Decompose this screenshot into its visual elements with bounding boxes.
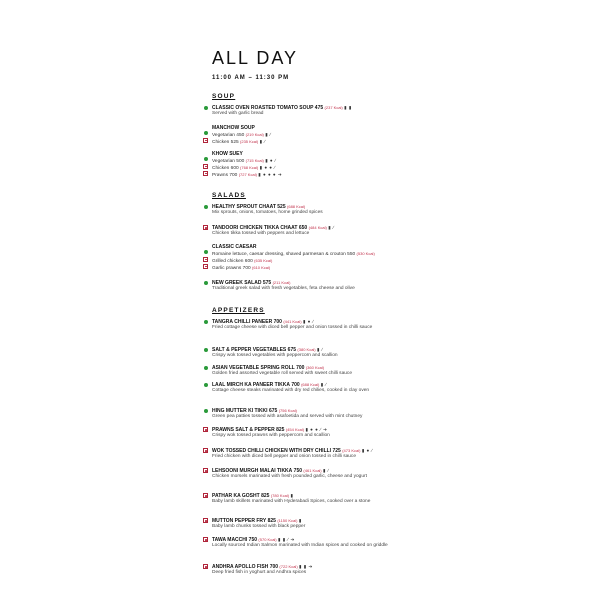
item-price: 700 (269, 564, 279, 570)
item-name: PATHAR KA GOSHT (212, 493, 260, 499)
section-heading: SALADS (212, 192, 246, 199)
variant-kcal: (635 Kcal) (254, 257, 273, 263)
veg-mark-icon (204, 131, 208, 135)
dietary-icons: ▮ ▮ (344, 105, 352, 110)
item-price: 750 (248, 537, 258, 543)
veg-mark-icon (204, 409, 208, 413)
item-description: Crispy wok tossed prawns with peppercorn and scallion (212, 433, 330, 438)
item-description: Baby lamb chunks tossed with black pepper (212, 524, 306, 529)
nonveg-mark-icon (203, 427, 208, 432)
item-price: 825 (267, 518, 276, 524)
variant-label: Romaine lettuce, caesar dressing, shaved parmesan & crouton 550 (212, 252, 356, 257)
item-variant (203, 250, 421, 256)
section-heading: SOUP (212, 93, 236, 100)
item-name: CLASSIC CAESAR (212, 244, 257, 250)
item-name: HEALTHY SPROUT CHAAT (212, 204, 276, 210)
item-name: PRAWNS SALT & PEPPER (212, 427, 275, 433)
item-kcal: (473 Kcal) (342, 448, 361, 453)
dietary-icons: ▮ ∕ (323, 468, 330, 473)
variant-kcal: (727 Kcal) (238, 171, 257, 177)
dietary-icons: ▮ ● ∕ (361, 448, 373, 453)
item-kcal: (688 Kcal) (301, 382, 320, 387)
item-variant (203, 171, 421, 177)
item-price: 700 (296, 365, 305, 371)
dietary-icons: ▮ ▮ ➔ (299, 564, 313, 569)
item-variant (203, 157, 421, 163)
veg-mark-icon (204, 250, 208, 254)
variant-label: Garlic prawns 700 (212, 265, 251, 271)
menu-page (203, 0, 423, 600)
nonveg-mark-icon (203, 164, 208, 169)
nonveg-mark-icon (203, 468, 208, 473)
variant-label: Chicken 525 (212, 139, 239, 145)
dietary-icons: ▮ ● ∕ (302, 319, 314, 324)
item-price: 675 (268, 408, 278, 414)
item-price: 750 (293, 468, 303, 474)
variant-label: Prawns 700 (212, 172, 238, 178)
menu-title: ALL DAY (212, 48, 299, 68)
item-description: Chicken tikka tossed with peppers and lettuce (212, 231, 310, 236)
item-description: Fried cottage cheese with diced bell pepper and onion tossed in chilli sauce (212, 325, 373, 330)
item-description: Baby lamb skillets marinated with Hyderabadi Spices, cooked over a stone (212, 499, 371, 504)
item-price: 700 (273, 319, 282, 325)
nonveg-mark-icon (203, 564, 208, 569)
variant-kcal: (715 Kcal) (245, 158, 264, 163)
item-description: Golden fried assorted vegetable roll served with sweet chilli sauce (212, 371, 352, 376)
item-description: Green pea patties tossed with asafoetida and served with mint chutney (212, 414, 363, 419)
dietary-icons: ▮ ∕ (259, 138, 266, 144)
item-name: MANCHOW SOUP (212, 125, 255, 131)
veg-mark-icon (204, 320, 208, 324)
item-kcal: (454 Kcal) (285, 427, 305, 432)
item-kcal: (1150 Kcal) (277, 518, 298, 523)
nonveg-mark-icon (203, 518, 208, 523)
item-kcal: (756 Kcal) (278, 408, 297, 413)
veg-mark-icon (204, 366, 208, 370)
item-price: 575 (262, 280, 272, 286)
nonveg-mark-icon (203, 257, 208, 262)
item-name: ASIAN VEGETABLE SPRING ROLL (212, 365, 295, 371)
section-heading: APPETIZERS (212, 307, 265, 314)
item-description: Mix sprouts, onions, tomatoes, home grinded spices (212, 210, 323, 215)
dietary-icons: ▮ ∕ (265, 132, 272, 137)
item-name: CLASSIC OVEN ROASTED TOMATO SOUP (212, 105, 314, 111)
dietary-icons: ▮ (298, 518, 302, 523)
item-description: Traditional greek salad with fresh vegetables, feta cheese and olive (212, 286, 355, 291)
item-description: Fried chicken with diced bell pepper and onion tossed in chilli sauce (212, 454, 356, 459)
item-kcal: (380 Kcal) (297, 347, 316, 352)
item-kcal: (441 Kcal) (283, 319, 302, 324)
variant-label: Vegetarian 500 (212, 159, 245, 164)
item-name: MUTTON PEPPER FRY (212, 518, 267, 524)
dietary-icons: ▮ ∕ (328, 225, 335, 230)
item-price: 725 (332, 448, 341, 454)
item-kcal: (688 Kcal) (287, 204, 306, 209)
variant-line (212, 264, 270, 273)
item-name: KHOW SUEY (212, 151, 243, 157)
variant-label: Grilled chicken 600 (212, 258, 253, 264)
dietary-icons: ▮ ∕ (320, 382, 327, 387)
item-price: 475 (314, 105, 324, 111)
item-price: 675 (287, 347, 297, 353)
item-variant (203, 131, 421, 137)
item-kcal: (780 Kcal) (270, 493, 290, 498)
nonveg-mark-icon (203, 171, 208, 176)
item-name: ANDHRA APOLLO FISH (212, 564, 269, 570)
item-kcal: (570 Kcal) (258, 537, 277, 542)
item-description: Served with garlic bread (212, 111, 264, 116)
nonveg-mark-icon (203, 493, 208, 498)
variant-line (212, 138, 266, 147)
dietary-icons: ▮ ∕ (317, 347, 324, 352)
item-price: 525 (277, 204, 286, 210)
dietary-icons: ▮ ● ● ∕ ➔ (305, 427, 328, 432)
item-price: 650 (298, 225, 308, 231)
dietary-icons: ▮ ● ∕ (265, 158, 277, 163)
veg-mark-icon (204, 348, 208, 352)
dietary-icons: ▮ ● ● ● ➔ (258, 171, 283, 177)
variant-line (212, 171, 282, 180)
item-kcal: (722 Kcal) (279, 564, 298, 569)
variant-kcal: (235 Kcal) (240, 138, 259, 144)
variant-kcal: (610 Kcal) (252, 264, 271, 270)
variant-kcal: (219 Kcal) (245, 132, 264, 137)
variant-kcal: (530 Kcal) (356, 251, 375, 256)
item-name: WOK TOSSED CHILLI CHICKEN WITH DRY CHILLI (212, 448, 332, 454)
veg-mark-icon (204, 157, 208, 161)
item-kcal: (461 Kcal) (303, 468, 322, 473)
item-name: NEW GREEK SALAD (212, 280, 262, 286)
nonveg-mark-icon (203, 537, 208, 542)
item-name: LEHSOONI MURGH MALAI TIKKA (212, 468, 293, 474)
item-name: TANDOORI CHICKEN TIKKA CHAAT (212, 225, 298, 231)
nonveg-mark-icon (203, 138, 208, 143)
menu-hours: 11:00 AM – 11:30 PM (212, 75, 290, 81)
item-kcal: (484 Kcal) (308, 225, 327, 230)
item-description: Chicken morsels marinated with fresh pounded garlic, cheese and yogurt (212, 474, 367, 479)
item-variant (203, 257, 421, 263)
item-kcal: (237 Kcal) (324, 105, 343, 110)
dietary-icons: ▮ (290, 493, 294, 498)
item-name: TAWA MACCHI (212, 537, 248, 543)
veg-mark-icon (204, 383, 208, 387)
item-variant (203, 138, 421, 144)
nonveg-mark-icon (203, 225, 208, 230)
item-description: Deep fried fish in yoghurt and Andhra spices (212, 570, 307, 575)
dietary-icons: ▮ ● ● ∕ (259, 164, 276, 170)
veg-mark-icon (204, 281, 208, 285)
variant-label: Vegetarian 450 (212, 133, 245, 138)
dietary-icons: ▮ ▮ ∕ ➔ (278, 537, 295, 542)
nonveg-mark-icon (203, 264, 208, 269)
item-name: SALT & PEPPER VEGETABLES (212, 347, 287, 353)
variant-kcal: (768 Kcal) (240, 164, 259, 170)
item-name: TANGRA CHILLI PANEER (212, 319, 273, 325)
item-description: Crispy wok tossed vegetables with peppercorn and scallion (212, 353, 338, 358)
item-variant (203, 164, 421, 170)
item-price: 825 (276, 427, 285, 433)
item-variant (203, 264, 421, 270)
item-description: Locally sourced Indian Salmon marinated with Indian spices and cooked on griddle (212, 543, 388, 548)
item-description: Cottage cheese steaks marinated with dry red chilies, cooked in clay oven (212, 388, 370, 393)
item-name: HING MUTTER KI TIKKI (212, 408, 268, 414)
item-price: 825 (261, 493, 270, 499)
nonveg-mark-icon (203, 448, 208, 453)
item-kcal: (211 Kcal) (272, 280, 291, 285)
item-kcal: (360 Kcal) (305, 365, 325, 370)
variant-label: Chicken 600 (212, 165, 239, 171)
veg-mark-icon (204, 205, 208, 209)
veg-mark-icon (204, 106, 208, 110)
item-price: 700 (291, 382, 300, 388)
item-name: LAAL MIRCH KA PANEER TIKKA (212, 382, 290, 388)
